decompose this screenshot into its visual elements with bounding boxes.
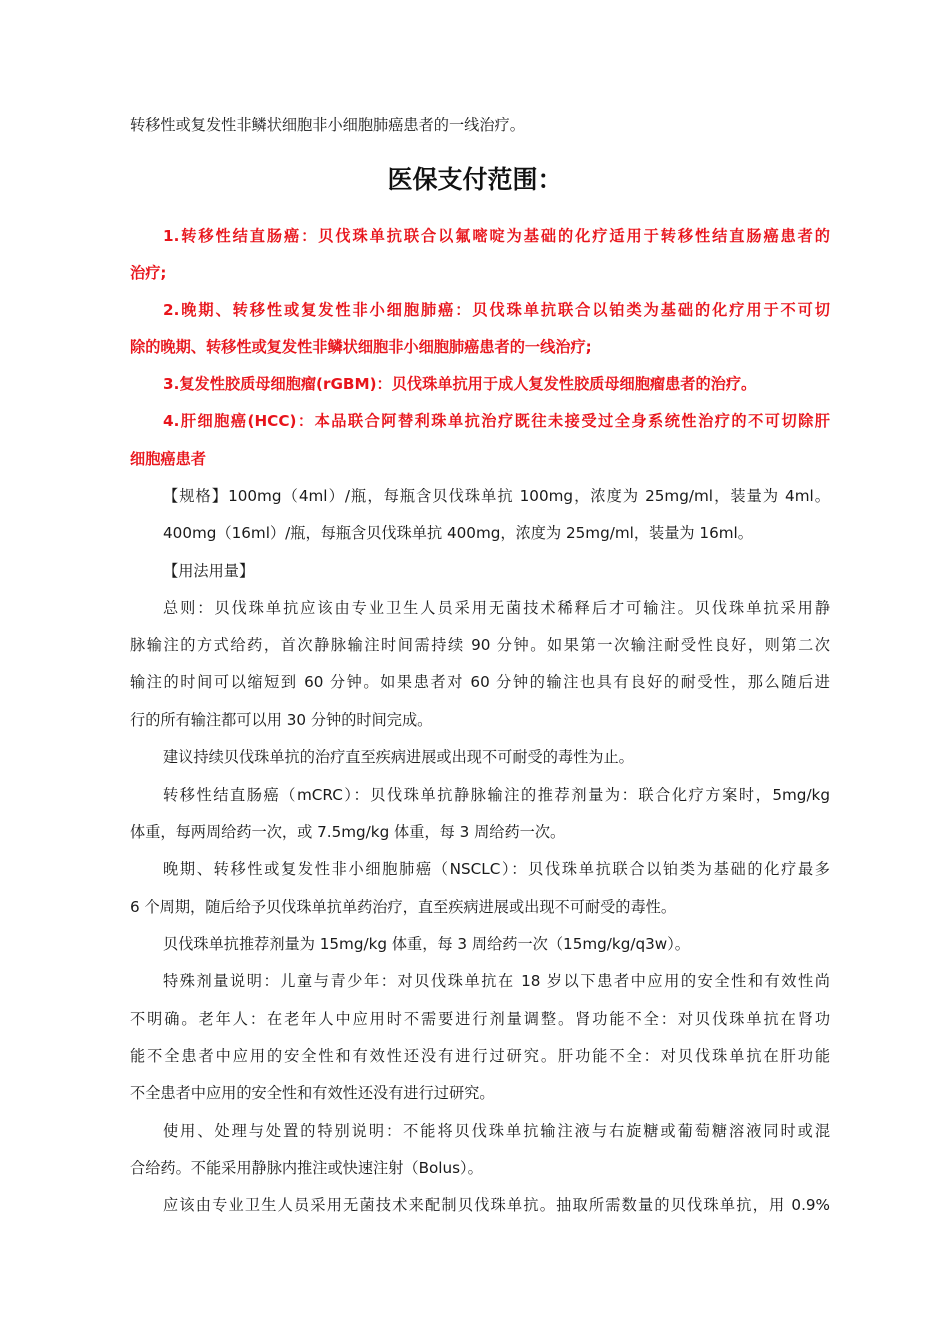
spec-line-2: 400mg（16ml）/瓶，每瓶含贝伐珠单抗 400mg，浓度为 25mg/ml，装量为 16ml。 (163, 524, 753, 542)
coverage-item-1-line-1: 1.转移性结直肠癌：贝伐珠单抗联合以氟嘧啶为基础的化疗适用于转移性结直肠癌患者的 (163, 227, 830, 245)
para-nsclc-line-2: 6 个周期，随后给予贝伐珠单抗单药治疗，直至疾病进展或出现不可耐受的毒性。 (130, 898, 677, 916)
coverage-item-4-line-1: 4.肝细胞癌(HCC)：本品联合阿替利珠单抗治疗既往未接受过全身系统性治疗的不可切除肝 (163, 412, 830, 430)
para-prep-line-1: 应该由专业卫生人员采用无菌技术来配制贝伐珠单抗。抽取所需数量的贝伐珠单抗，用 0.9% (163, 1196, 830, 1214)
para-general-line-3: 输注的时间可以缩短到 60 分钟。如果患者对 60 分钟的输注也具有良好的耐受性，那么随后进 (130, 673, 830, 691)
para-mcrc-line-2: 体重，每两周给药一次，或 7.5mg/kg 体重，每 3 周给药一次。 (130, 823, 566, 841)
para-general-line-4: 行的所有输注都可以用 30 分钟的时间完成。 (130, 711, 433, 729)
coverage-item-1-line-2: 治疗; (130, 264, 167, 282)
coverage-item-4-line-2: 细胞癌患者 (130, 450, 206, 468)
para-special-line-2: 不明确。老年人：在老年人中应用时不需要进行剂量调整。肾功能不全：对贝伐珠单抗在肾功 (130, 1010, 830, 1028)
para-nsclc-line-1: 晚期、转移性或复发性非小细胞肺癌（NSCLC）：贝伐珠单抗联合以铂类为基础的化疗最多 (163, 860, 830, 878)
coverage-item-3: 3.复发性胶质母细胞瘤(rGBM)：贝伐珠单抗用于成人复发性胶质母细胞瘤患者的治疗。 (163, 375, 757, 393)
para-dose: 贝伐珠单抗推荐剂量为 15mg/kg 体重，每 3 周给药一次（15mg/kg/q3w）。 (163, 935, 690, 953)
para-general-line-1: 总则：贝伐珠单抗应该由专业卫生人员采用无菌技术稀释后才可输注。贝伐珠单抗采用静 (163, 599, 830, 617)
para-mcrc-line-1: 转移性结直肠癌（mCRC）：贝伐珠单抗静脉输注的推荐剂量为：联合化疗方案时，5mg/kg (163, 786, 830, 804)
para-handling-line-2: 合给药。不能采用静脉内推注或快速注射（Bolus）。 (130, 1159, 483, 1177)
para-special-line-3: 能不全患者中应用的安全性和有效性还没有进行过研究。肝功能不全：对贝伐珠单抗在肝功能 (130, 1047, 830, 1065)
intro-line: 转移性或复发性非鳞状细胞非小细胞肺癌患者的一线治疗。 (130, 116, 525, 134)
para-special-line-4: 不全患者中应用的安全性和有效性还没有进行过研究。 (130, 1084, 495, 1102)
para-special-line-1: 特殊剂量说明：儿童与青少年：对贝伐珠单抗在 18 岁以下患者中应用的安全性和有效性尚 (163, 972, 830, 990)
coverage-item-2-line-2: 除的晚期、转移性或复发性非鳞状细胞非小细胞肺癌患者的一线治疗; (130, 338, 592, 356)
para-handling-line-1: 使用、处理与处置的特别说明：不能将贝伐珠单抗输注液与右旋糖或葡萄糖溶液同时或混 (163, 1122, 830, 1140)
para-general-line-2: 脉输注的方式给药，首次静脉输注时间需持续 90 分钟。如果第一次输注耐受性良好，则第二次 (130, 636, 830, 654)
usage-header: 【用法用量】 (163, 562, 255, 580)
coverage-item-2-line-1: 2.晚期、转移性或复发性非小细胞肺癌：贝伐珠单抗联合以铂类为基础的化疗用于不可切 (163, 301, 830, 319)
page-title: 医保支付范围： (387, 165, 563, 194)
spec-line-1: 【规格】100mg（4ml）/瓶，每瓶含贝伐珠单抗 100mg，浓度为 25mg/ml，装量为 4ml。 (163, 487, 830, 505)
para-continue: 建议持续贝伐珠单抗的治疗直至疾病进展或出现不可耐受的毒性为止。 (163, 748, 634, 766)
